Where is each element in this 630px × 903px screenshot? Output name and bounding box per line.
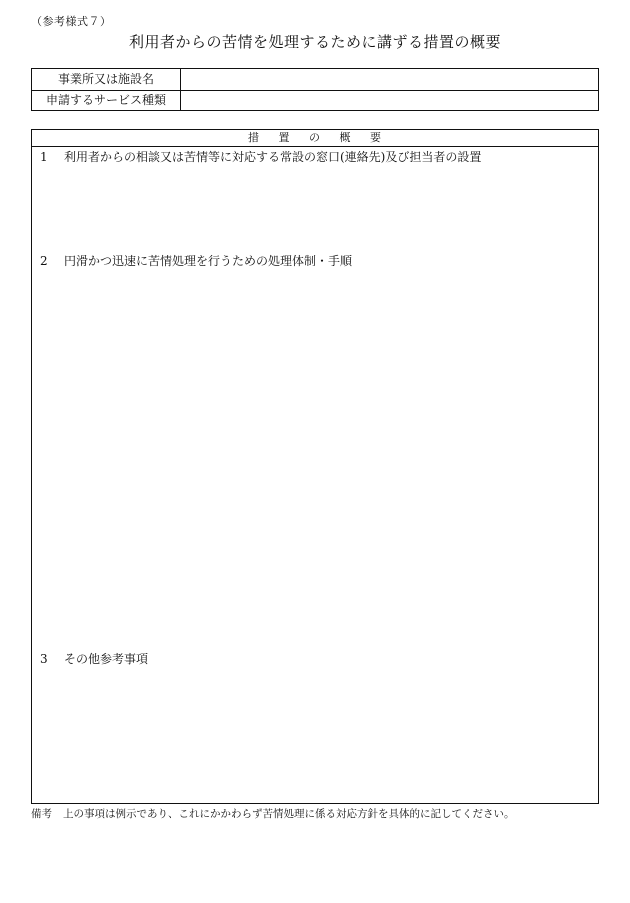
section-1-text: 利用者からの相談又は苦情等に対応する常設の窓口(連絡先)及び担当者の設置: [64, 150, 482, 164]
info-row-service: [32, 90, 598, 111]
section-3-text: その他参考事項: [64, 652, 149, 666]
remark-text: 上の事項は例示であり、これにかかわらず苦情処理に係る対応方針を具体的に記してください。: [63, 808, 515, 820]
info-row-facility: [32, 69, 598, 91]
section-2-text: 円滑かつ迅速に苦情処理を行うための処理体制・手順: [64, 254, 353, 268]
remark: [31, 806, 515, 821]
section-1-number: 1: [40, 150, 48, 164]
section-2-number: 2: [40, 254, 48, 268]
facility-name-field[interactable]: [181, 69, 598, 90]
measures-box: [31, 129, 599, 804]
form-code: （参考様式７）: [31, 15, 112, 28]
section-3[interactable]: [40, 650, 148, 667]
service-type-field[interactable]: [181, 90, 598, 111]
facility-name-label: 事業所又は施設名: [32, 69, 181, 90]
section-2[interactable]: [40, 252, 352, 269]
measures-header: 措 置 の 概 要: [32, 130, 598, 147]
section-1[interactable]: [40, 148, 481, 165]
section-3-number: 3: [40, 652, 48, 666]
remark-label: 備考: [31, 808, 52, 820]
info-table: [31, 68, 599, 111]
service-type-label: 申請するサービス種類: [32, 90, 181, 111]
page-title: 利用者からの苦情を処理するために講ずる措置の概要: [128, 33, 501, 51]
